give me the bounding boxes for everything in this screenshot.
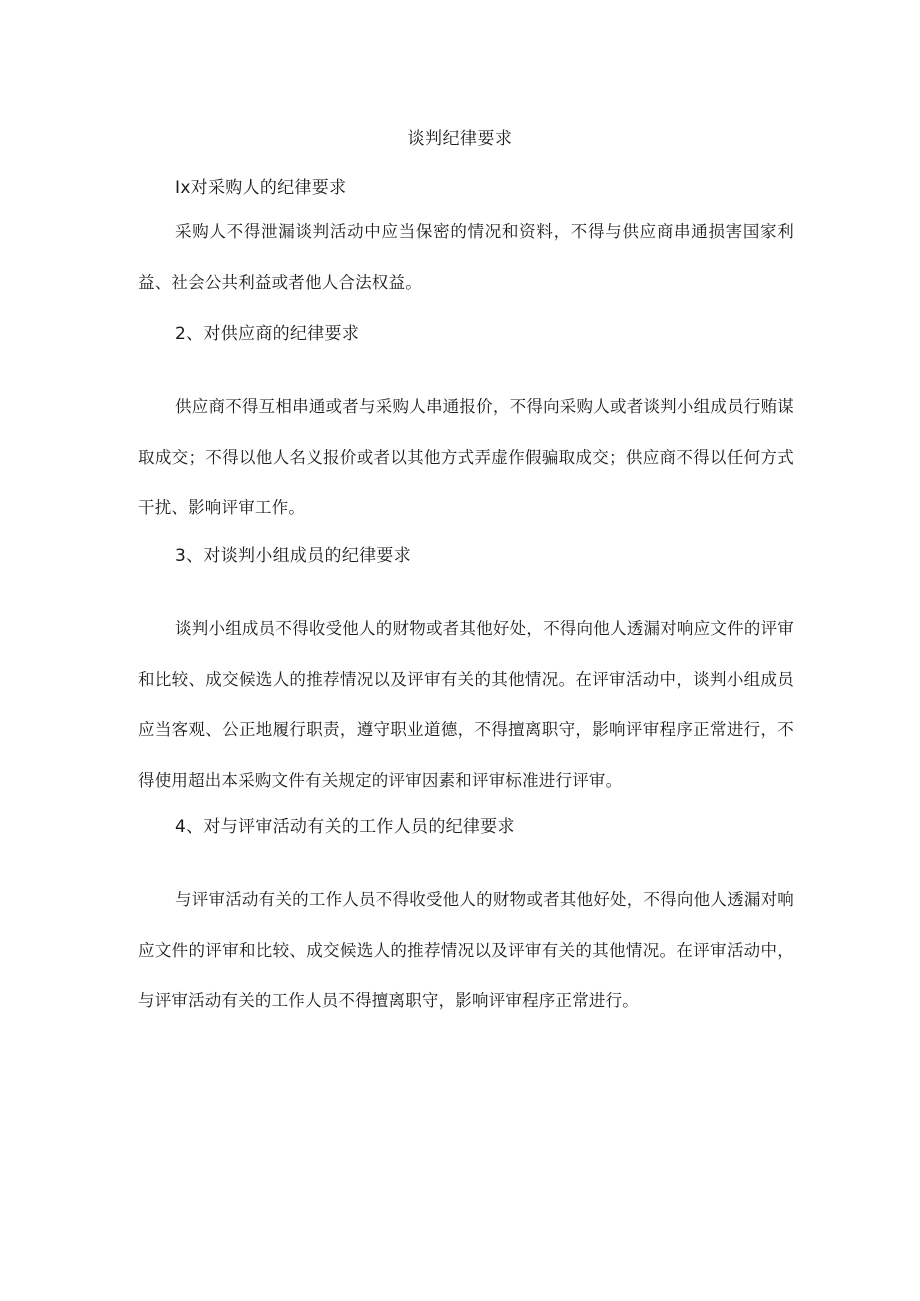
section-heading-purchaser: Ix对采购人的纪律要求	[175, 178, 347, 198]
section-heading-supplier: 2、对供应商的纪律要求	[175, 324, 360, 344]
section-heading-panel: 3、对谈判小组成员的纪律要求	[175, 546, 412, 566]
section-body-supplier: 供应商不得互相串通或者与采购人串通报价，不得向采购人或者谈判小组成员行贿谋取成交；不得以他人名义报价或者以其他方式弄虚作假骗取成交；供应商不得以任何方式干扰、影响评审工作。	[138, 397, 794, 517]
section-body-purchaser: 采购人不得泄漏谈判活动中应当保密的情况和资料，不得与供应商串通损害国家利益、社会公共利益或者他人合法权益。	[138, 222, 794, 292]
section-heading-staff: 4、对与评审活动有关的工作人员的纪律要求	[175, 817, 515, 837]
section-body-staff: 与评审活动有关的工作人员不得收受他人的财物或者其他好处，不得向他人透漏对响应文件的评审和比较、成交候选人的推荐情况以及评审有关的其他情况。在评审活动中，与评审活动有关的工作人员不得擅离职守，影响评审程序正常进行。	[138, 890, 794, 1010]
section-body-panel: 谈判小组成员不得收受他人的财物或者其他好处，不得向他人透漏对响应文件的评审和比较、成交候选人的推荐情况以及评审有关的其他情况。在评审活动中，谈判小组成员应当客观、公正地履行职责，遵守职业道德，不得擅离职守，影响评审程序正常进行，不得使用超出本采购文件有关规定的评审因素和评审标准进行评审。	[138, 619, 794, 790]
document-title: 谈判纪律要求	[407, 129, 513, 149]
